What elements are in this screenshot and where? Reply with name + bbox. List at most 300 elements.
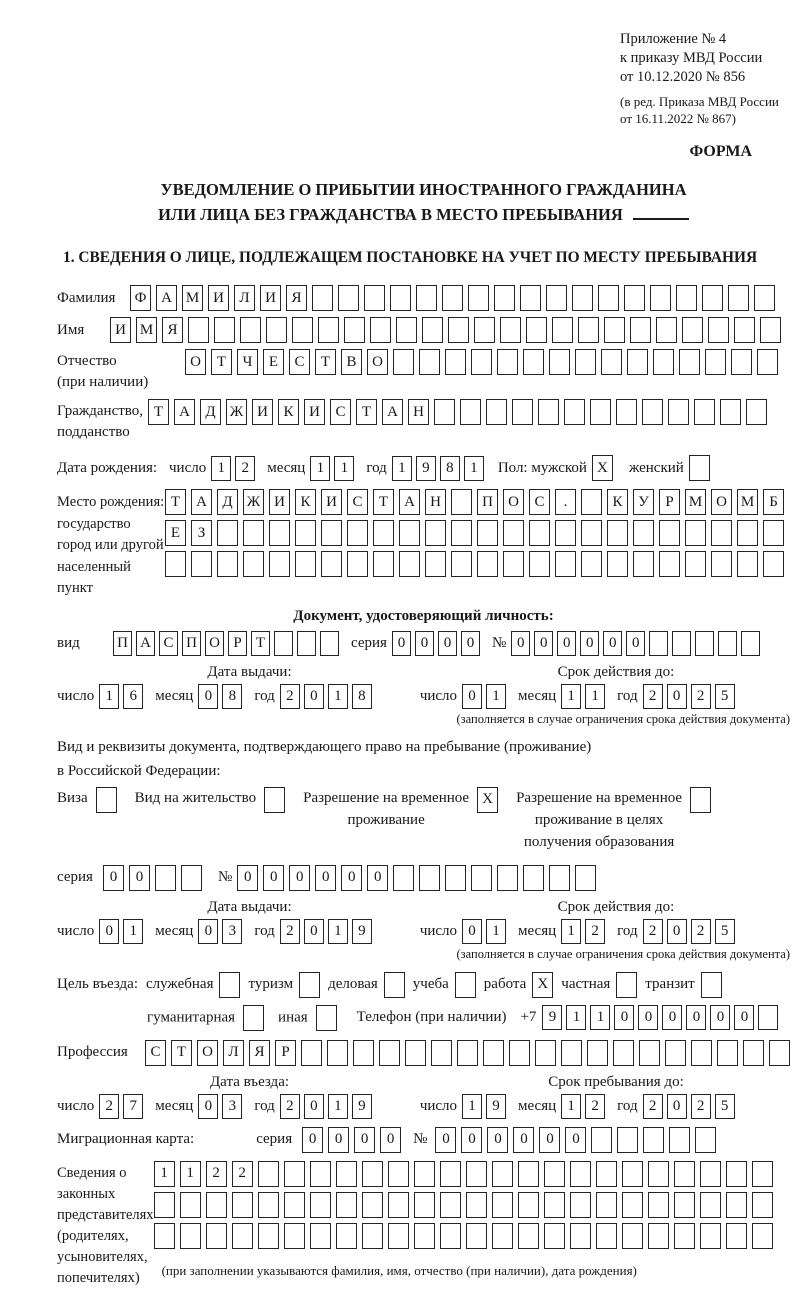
representative-cell[interactable] xyxy=(570,1192,591,1218)
representative-cell[interactable] xyxy=(596,1192,617,1218)
entry-day-cell[interactable]: 2 xyxy=(99,1094,119,1119)
surname-cell[interactable]: А xyxy=(156,285,177,311)
doc-number-cell[interactable]: 0 xyxy=(603,631,622,656)
representative-cell[interactable] xyxy=(440,1161,461,1187)
doc-series-cell[interactable]: 0 xyxy=(415,631,434,656)
representative-cell[interactable] xyxy=(622,1161,643,1187)
patronymic-cell[interactable] xyxy=(445,349,466,375)
doc-issue-year-cell[interactable]: 1 xyxy=(328,684,348,709)
citizenship-cell[interactable]: А xyxy=(174,399,195,425)
mig-number-cell[interactable] xyxy=(591,1127,612,1153)
res-series-cell[interactable] xyxy=(181,865,202,891)
doc-valid-year-cell[interactable]: 2 xyxy=(691,684,711,709)
citizenship-cell[interactable] xyxy=(512,399,533,425)
representative-cell[interactable] xyxy=(414,1223,435,1249)
representative-cell[interactable] xyxy=(752,1161,773,1187)
representative-cell[interactable] xyxy=(674,1161,695,1187)
firstname-cell[interactable]: И xyxy=(110,317,131,343)
profession-cell[interactable]: Р xyxy=(275,1040,296,1066)
representative-cell[interactable] xyxy=(310,1223,331,1249)
birthplace-cell[interactable]: Ж xyxy=(243,489,264,515)
representative-cell[interactable] xyxy=(206,1223,227,1249)
purpose-study-checkbox[interactable] xyxy=(455,972,476,998)
doc-number-cell[interactable] xyxy=(718,631,737,656)
mig-series-cell[interactable]: 0 xyxy=(328,1127,349,1153)
doc-number-cell[interactable]: 0 xyxy=(580,631,599,656)
representative-cell[interactable] xyxy=(180,1192,201,1218)
res-number-cell[interactable]: 0 xyxy=(263,865,284,891)
citizenship-cell[interactable] xyxy=(616,399,637,425)
firstname-cell[interactable] xyxy=(214,317,235,343)
birthplace-cell[interactable] xyxy=(295,520,316,546)
representative-cell[interactable] xyxy=(154,1223,175,1249)
representative-cell[interactable] xyxy=(258,1223,279,1249)
res-number-cell[interactable] xyxy=(419,865,440,891)
patronymic-cell[interactable]: О xyxy=(185,349,206,375)
representative-cell[interactable] xyxy=(700,1192,721,1218)
doc-number-cell[interactable] xyxy=(741,631,760,656)
doc-kind-cell[interactable] xyxy=(320,631,339,656)
birthplace-cell[interactable]: С xyxy=(529,489,550,515)
birthplace-cell[interactable]: Е xyxy=(165,520,186,546)
birthplace-cell[interactable] xyxy=(425,520,446,546)
entry-year-cell[interactable]: 2 xyxy=(280,1094,300,1119)
res-valid-year-cell[interactable]: 2 xyxy=(643,919,663,944)
profession-cell[interactable] xyxy=(405,1040,426,1066)
citizenship-cell[interactable] xyxy=(642,399,663,425)
citizenship-cell[interactable] xyxy=(486,399,507,425)
res-number-cell[interactable]: 0 xyxy=(315,865,336,891)
surname-cell[interactable] xyxy=(520,285,541,311)
birthplace-cell[interactable]: М xyxy=(737,489,758,515)
stay-year-cell[interactable]: 5 xyxy=(715,1094,735,1119)
representative-cell[interactable] xyxy=(518,1192,539,1218)
doc-kind-cell[interactable]: П xyxy=(182,631,201,656)
mig-number-cell[interactable]: 0 xyxy=(565,1127,586,1153)
representative-cell[interactable] xyxy=(544,1192,565,1218)
firstname-cell[interactable] xyxy=(578,317,599,343)
firstname-cell[interactable] xyxy=(708,317,729,343)
representative-cell[interactable]: 1 xyxy=(154,1161,175,1187)
birthplace-cell[interactable]: А xyxy=(399,489,420,515)
patronymic-cell[interactable] xyxy=(731,349,752,375)
residence-permit-checkbox[interactable] xyxy=(264,787,285,813)
patronymic-cell[interactable]: Т xyxy=(315,349,336,375)
representative-cell[interactable] xyxy=(466,1161,487,1187)
doc-issue-day-cell[interactable]: 1 xyxy=(99,684,119,709)
representative-cell[interactable] xyxy=(388,1223,409,1249)
citizenship-cell[interactable]: Н xyxy=(408,399,429,425)
representative-cell[interactable] xyxy=(388,1192,409,1218)
citizenship-cell[interactable] xyxy=(720,399,741,425)
profession-cell[interactable] xyxy=(587,1040,608,1066)
surname-cell[interactable] xyxy=(494,285,515,311)
citizenship-cell[interactable]: С xyxy=(330,399,351,425)
res-number-cell[interactable] xyxy=(575,865,596,891)
birthplace-cell[interactable]: М xyxy=(685,489,706,515)
birthplace-cell[interactable] xyxy=(659,551,680,577)
surname-cell[interactable] xyxy=(754,285,775,311)
citizenship-cell[interactable] xyxy=(746,399,767,425)
representative-cell[interactable] xyxy=(414,1192,435,1218)
doc-issue-day-cell[interactable]: 6 xyxy=(123,684,143,709)
birthplace-cell[interactable] xyxy=(711,520,732,546)
surname-cell[interactable] xyxy=(572,285,593,311)
doc-number-cell[interactable] xyxy=(695,631,714,656)
doc-number-cell[interactable]: 0 xyxy=(626,631,645,656)
res-valid-year-cell[interactable]: 5 xyxy=(715,919,735,944)
birthplace-cell[interactable]: П xyxy=(477,489,498,515)
representative-cell[interactable] xyxy=(310,1192,331,1218)
doc-kind-cell[interactable]: Р xyxy=(228,631,247,656)
purpose-tourism-checkbox[interactable] xyxy=(299,972,320,998)
birthplace-cell[interactable] xyxy=(503,551,524,577)
patronymic-cell[interactable] xyxy=(419,349,440,375)
citizenship-cell[interactable] xyxy=(590,399,611,425)
birthplace-cell[interactable] xyxy=(659,520,680,546)
representative-cell[interactable] xyxy=(700,1223,721,1249)
doc-issue-month-cell[interactable]: 0 xyxy=(198,684,218,709)
surname-cell[interactable] xyxy=(546,285,567,311)
firstname-cell[interactable] xyxy=(630,317,651,343)
mig-number-cell[interactable] xyxy=(669,1127,690,1153)
citizenship-cell[interactable] xyxy=(434,399,455,425)
representative-cell[interactable] xyxy=(674,1192,695,1218)
res-number-cell[interactable]: 0 xyxy=(237,865,258,891)
birth-year-cell[interactable]: 8 xyxy=(440,456,460,481)
birthplace-cell[interactable] xyxy=(321,551,342,577)
surname-cell[interactable]: И xyxy=(260,285,281,311)
birthplace-cell[interactable] xyxy=(685,520,706,546)
entry-day-cell[interactable]: 7 xyxy=(123,1094,143,1119)
citizenship-cell[interactable] xyxy=(460,399,481,425)
surname-cell[interactable] xyxy=(416,285,437,311)
representative-cell[interactable] xyxy=(570,1223,591,1249)
representative-cell[interactable]: 2 xyxy=(206,1161,227,1187)
representative-cell[interactable] xyxy=(648,1161,669,1187)
doc-series-cell[interactable]: 0 xyxy=(438,631,457,656)
firstname-cell[interactable] xyxy=(656,317,677,343)
birthplace-cell[interactable]: О xyxy=(503,489,524,515)
purpose-transit-checkbox[interactable] xyxy=(701,972,722,998)
phone-digit-cell[interactable]: 1 xyxy=(566,1005,586,1030)
surname-cell[interactable]: Л xyxy=(234,285,255,311)
profession-cell[interactable] xyxy=(639,1040,660,1066)
doc-kind-cell[interactable]: О xyxy=(205,631,224,656)
doc-kind-cell[interactable]: С xyxy=(159,631,178,656)
birthplace-cell[interactable] xyxy=(217,520,238,546)
profession-cell[interactable] xyxy=(301,1040,322,1066)
profession-cell[interactable] xyxy=(691,1040,712,1066)
birthplace-cell[interactable] xyxy=(607,520,628,546)
birthplace-cell[interactable] xyxy=(555,520,576,546)
birthplace-cell[interactable]: Б xyxy=(763,489,784,515)
surname-cell[interactable] xyxy=(702,285,723,311)
doc-valid-year-cell[interactable]: 5 xyxy=(715,684,735,709)
representative-cell[interactable] xyxy=(336,1223,357,1249)
profession-cell[interactable]: Я xyxy=(249,1040,270,1066)
phone-digit-cell[interactable]: 1 xyxy=(590,1005,610,1030)
doc-issue-month-cell[interactable]: 8 xyxy=(222,684,242,709)
birthplace-cell[interactable] xyxy=(321,520,342,546)
representative-cell[interactable] xyxy=(466,1192,487,1218)
birthplace-cell[interactable]: К xyxy=(607,489,628,515)
doc-valid-month-cell[interactable]: 1 xyxy=(561,684,581,709)
doc-kind-cell[interactable] xyxy=(297,631,316,656)
birthplace-cell[interactable]: А xyxy=(191,489,212,515)
representative-cell[interactable] xyxy=(336,1192,357,1218)
birthplace-cell[interactable] xyxy=(555,551,576,577)
representative-cell[interactable] xyxy=(440,1192,461,1218)
birthplace-cell[interactable] xyxy=(425,551,446,577)
res-number-cell[interactable] xyxy=(471,865,492,891)
representative-cell[interactable] xyxy=(414,1161,435,1187)
representative-cell[interactable] xyxy=(674,1223,695,1249)
patronymic-cell[interactable]: Е xyxy=(263,349,284,375)
representative-cell[interactable] xyxy=(518,1223,539,1249)
mig-number-cell[interactable] xyxy=(617,1127,638,1153)
firstname-cell[interactable] xyxy=(370,317,391,343)
citizenship-cell[interactable]: Д xyxy=(200,399,221,425)
female-checkbox[interactable] xyxy=(689,455,710,481)
purpose-other-checkbox[interactable] xyxy=(316,1005,337,1031)
birthplace-cell[interactable]: У xyxy=(633,489,654,515)
surname-cell[interactable] xyxy=(468,285,489,311)
firstname-cell[interactable] xyxy=(240,317,261,343)
firstname-cell[interactable] xyxy=(318,317,339,343)
birthplace-cell[interactable] xyxy=(607,551,628,577)
patronymic-cell[interactable] xyxy=(757,349,778,375)
patronymic-cell[interactable]: Ч xyxy=(237,349,258,375)
firstname-cell[interactable] xyxy=(474,317,495,343)
doc-valid-day-cell[interactable]: 0 xyxy=(462,684,482,709)
firstname-cell[interactable] xyxy=(422,317,443,343)
doc-series-cell[interactable]: 0 xyxy=(392,631,411,656)
firstname-cell[interactable] xyxy=(500,317,521,343)
purpose-work-checkbox[interactable]: X xyxy=(532,972,553,998)
doc-number-cell[interactable]: 0 xyxy=(534,631,553,656)
firstname-cell[interactable] xyxy=(552,317,573,343)
temp-residence-checkbox[interactable]: X xyxy=(477,787,498,813)
birthplace-cell[interactable]: Р xyxy=(659,489,680,515)
visa-checkbox[interactable] xyxy=(96,787,117,813)
profession-cell[interactable] xyxy=(457,1040,478,1066)
representative-cell[interactable] xyxy=(544,1161,565,1187)
mig-series-cell[interactable]: 0 xyxy=(380,1127,401,1153)
citizenship-cell[interactable] xyxy=(668,399,689,425)
res-number-cell[interactable] xyxy=(445,865,466,891)
birthplace-cell[interactable] xyxy=(295,551,316,577)
surname-cell[interactable] xyxy=(650,285,671,311)
surname-cell[interactable]: Ф xyxy=(130,285,151,311)
surname-cell[interactable] xyxy=(728,285,749,311)
doc-issue-year-cell[interactable]: 8 xyxy=(352,684,372,709)
birthplace-cell[interactable] xyxy=(451,551,472,577)
mig-number-cell[interactable] xyxy=(643,1127,664,1153)
phone-digit-cell[interactable]: 0 xyxy=(710,1005,730,1030)
birth-day-cell[interactable]: 1 xyxy=(211,456,231,481)
res-number-cell[interactable] xyxy=(523,865,544,891)
male-checkbox[interactable]: X xyxy=(592,455,613,481)
res-series-cell[interactable] xyxy=(155,865,176,891)
citizenship-cell[interactable]: А xyxy=(382,399,403,425)
birthplace-cell[interactable]: И xyxy=(269,489,290,515)
res-issue-day-cell[interactable]: 1 xyxy=(123,919,143,944)
profession-cell[interactable] xyxy=(353,1040,374,1066)
citizenship-cell[interactable] xyxy=(564,399,585,425)
birthplace-cell[interactable]: С xyxy=(347,489,368,515)
surname-cell[interactable] xyxy=(364,285,385,311)
representative-cell[interactable] xyxy=(648,1223,669,1249)
mig-number-cell[interactable]: 0 xyxy=(435,1127,456,1153)
phone-digit-cell[interactable]: 0 xyxy=(734,1005,754,1030)
patronymic-cell[interactable]: Т xyxy=(211,349,232,375)
patronymic-cell[interactable] xyxy=(497,349,518,375)
birthplace-cell[interactable] xyxy=(347,551,368,577)
birthplace-cell[interactable] xyxy=(373,551,394,577)
representative-cell[interactable] xyxy=(518,1161,539,1187)
surname-cell[interactable] xyxy=(624,285,645,311)
birthplace-cell[interactable] xyxy=(399,551,420,577)
firstname-cell[interactable] xyxy=(760,317,781,343)
purpose-humanitarian-checkbox[interactable] xyxy=(243,1005,264,1031)
birthplace-cell[interactable] xyxy=(581,489,602,515)
surname-cell[interactable] xyxy=(390,285,411,311)
birthplace-cell[interactable]: К xyxy=(295,489,316,515)
mig-number-cell[interactable]: 0 xyxy=(513,1127,534,1153)
stay-day-cell[interactable]: 9 xyxy=(486,1094,506,1119)
profession-cell[interactable]: Т xyxy=(171,1040,192,1066)
birthplace-cell[interactable] xyxy=(763,520,784,546)
birthplace-cell[interactable] xyxy=(737,551,758,577)
representative-cell[interactable] xyxy=(648,1192,669,1218)
res-issue-year-cell[interactable]: 0 xyxy=(304,919,324,944)
birthplace-cell[interactable] xyxy=(581,520,602,546)
temp-residence-education-checkbox[interactable] xyxy=(690,787,711,813)
firstname-cell[interactable]: М xyxy=(136,317,157,343)
birth-month-cell[interactable]: 1 xyxy=(334,456,354,481)
profession-cell[interactable]: Л xyxy=(223,1040,244,1066)
stay-year-cell[interactable]: 2 xyxy=(691,1094,711,1119)
birthplace-cell[interactable] xyxy=(581,551,602,577)
entry-year-cell[interactable]: 9 xyxy=(352,1094,372,1119)
representative-cell[interactable] xyxy=(388,1161,409,1187)
profession-cell[interactable] xyxy=(743,1040,764,1066)
representative-cell[interactable] xyxy=(232,1192,253,1218)
purpose-business-checkbox[interactable] xyxy=(384,972,405,998)
surname-cell[interactable] xyxy=(598,285,619,311)
doc-number-cell[interactable] xyxy=(672,631,691,656)
profession-cell[interactable] xyxy=(535,1040,556,1066)
representative-cell[interactable] xyxy=(258,1161,279,1187)
patronymic-cell[interactable] xyxy=(705,349,726,375)
representative-cell[interactable] xyxy=(570,1161,591,1187)
birthplace-cell[interactable] xyxy=(269,520,290,546)
phone-digit-cell[interactable]: 0 xyxy=(686,1005,706,1030)
birthplace-cell[interactable]: Т xyxy=(165,489,186,515)
representative-cell[interactable] xyxy=(622,1192,643,1218)
birthplace-cell[interactable] xyxy=(269,551,290,577)
purpose-official-checkbox[interactable] xyxy=(219,972,240,998)
profession-cell[interactable]: О xyxy=(197,1040,218,1066)
representative-cell[interactable] xyxy=(544,1223,565,1249)
res-issue-year-cell[interactable]: 2 xyxy=(280,919,300,944)
surname-cell[interactable] xyxy=(338,285,359,311)
representative-cell[interactable] xyxy=(180,1223,201,1249)
birthplace-cell[interactable] xyxy=(685,551,706,577)
firstname-cell[interactable] xyxy=(734,317,755,343)
mig-number-cell[interactable]: 0 xyxy=(461,1127,482,1153)
patronymic-cell[interactable] xyxy=(653,349,674,375)
profession-cell[interactable] xyxy=(509,1040,530,1066)
patronymic-cell[interactable] xyxy=(549,349,570,375)
birthplace-cell[interactable]: Д xyxy=(217,489,238,515)
profession-cell[interactable] xyxy=(769,1040,790,1066)
phone-digit-cell[interactable] xyxy=(758,1005,778,1030)
citizenship-cell[interactable] xyxy=(538,399,559,425)
profession-cell[interactable] xyxy=(431,1040,452,1066)
mig-series-cell[interactable]: 0 xyxy=(354,1127,375,1153)
representative-cell[interactable] xyxy=(362,1223,383,1249)
citizenship-cell[interactable]: Т xyxy=(148,399,169,425)
citizenship-cell[interactable]: И xyxy=(304,399,325,425)
patronymic-cell[interactable] xyxy=(393,349,414,375)
res-number-cell[interactable] xyxy=(393,865,414,891)
res-series-cell[interactable]: 0 xyxy=(129,865,150,891)
representative-cell[interactable] xyxy=(284,1223,305,1249)
firstname-cell[interactable] xyxy=(266,317,287,343)
birthplace-cell[interactable] xyxy=(191,551,212,577)
birthplace-cell[interactable] xyxy=(529,551,550,577)
citizenship-cell[interactable]: И xyxy=(252,399,273,425)
stay-month-cell[interactable]: 1 xyxy=(561,1094,581,1119)
representative-cell[interactable] xyxy=(206,1192,227,1218)
birthplace-cell[interactable] xyxy=(737,520,758,546)
doc-number-cell[interactable]: 0 xyxy=(511,631,530,656)
doc-kind-cell[interactable] xyxy=(274,631,293,656)
res-valid-month-cell[interactable]: 2 xyxy=(585,919,605,944)
phone-digit-cell[interactable]: 0 xyxy=(614,1005,634,1030)
phone-digit-cell[interactable]: 9 xyxy=(542,1005,562,1030)
res-issue-year-cell[interactable]: 1 xyxy=(328,919,348,944)
profession-cell[interactable] xyxy=(561,1040,582,1066)
birthplace-cell[interactable] xyxy=(477,551,498,577)
birthplace-cell[interactable] xyxy=(399,520,420,546)
res-series-cell[interactable]: 0 xyxy=(103,865,124,891)
profession-cell[interactable] xyxy=(483,1040,504,1066)
res-number-cell[interactable]: 0 xyxy=(289,865,310,891)
patronymic-cell[interactable] xyxy=(627,349,648,375)
representative-cell[interactable] xyxy=(726,1223,747,1249)
patronymic-cell[interactable] xyxy=(601,349,622,375)
profession-cell[interactable]: С xyxy=(145,1040,166,1066)
res-issue-month-cell[interactable]: 0 xyxy=(198,919,218,944)
patronymic-cell[interactable]: С xyxy=(289,349,310,375)
patronymic-cell[interactable] xyxy=(575,349,596,375)
birthplace-cell[interactable] xyxy=(347,520,368,546)
phone-digit-cell[interactable]: 0 xyxy=(638,1005,658,1030)
surname-cell[interactable] xyxy=(442,285,463,311)
stay-day-cell[interactable]: 1 xyxy=(462,1094,482,1119)
birthplace-cell[interactable] xyxy=(477,520,498,546)
res-number-cell[interactable] xyxy=(497,865,518,891)
patronymic-cell[interactable] xyxy=(679,349,700,375)
phone-digit-cell[interactable]: 0 xyxy=(662,1005,682,1030)
res-valid-year-cell[interactable]: 0 xyxy=(667,919,687,944)
doc-kind-cell[interactable]: Т xyxy=(251,631,270,656)
birth-month-cell[interactable]: 1 xyxy=(310,456,330,481)
doc-valid-month-cell[interactable]: 1 xyxy=(585,684,605,709)
